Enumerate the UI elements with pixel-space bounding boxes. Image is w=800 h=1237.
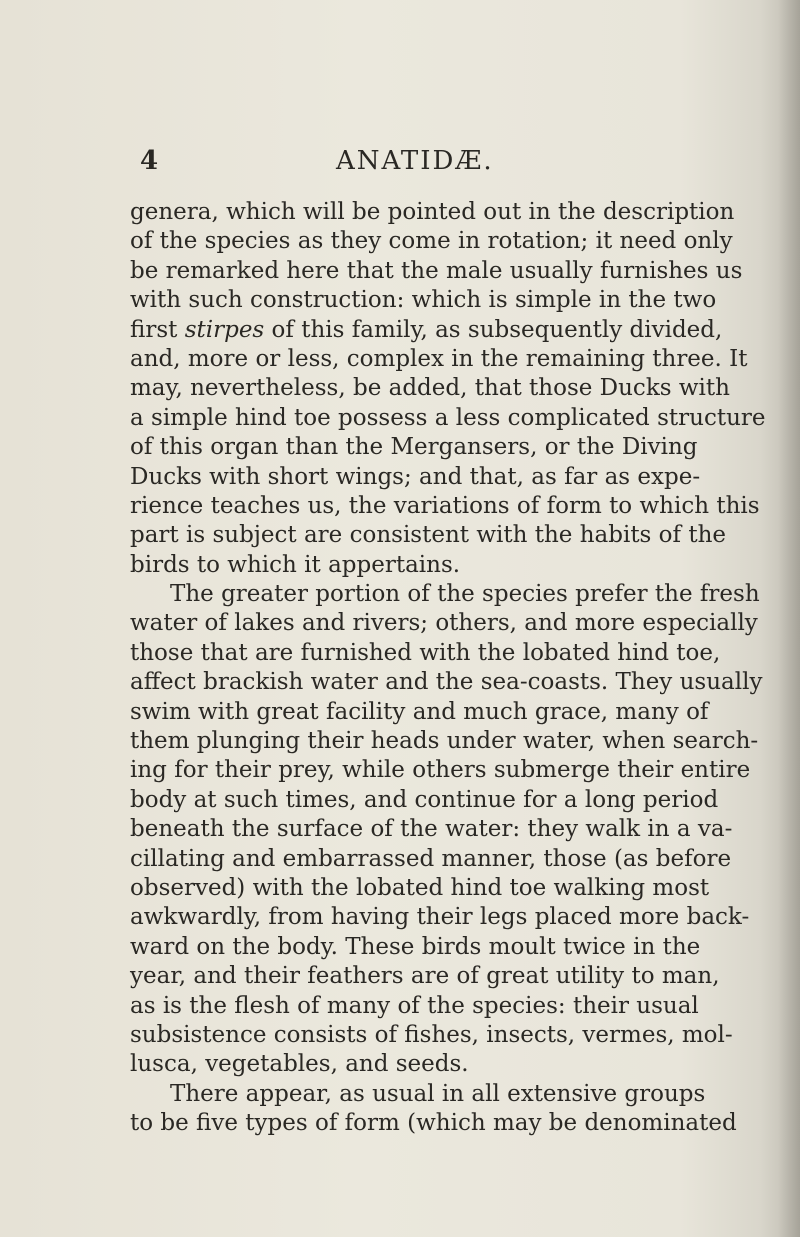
text-line: and, more or less, complex in the remaining three. It <box>130 345 748 372</box>
text-line: year, and their feathers are of great utility to man, <box>130 963 720 990</box>
text-line: lusca, vegetables, and seeds. <box>130 1051 469 1078</box>
text-line: water of lakes and rivers; others, and more especially <box>130 610 758 637</box>
text-line: may, nevertheless, be added, that those Ducks with <box>130 375 730 402</box>
text-line: Ducks with short wings; and that, as far as expe- <box>130 463 701 490</box>
text-line: those that are furnished with the lobated hind toe, <box>130 639 721 666</box>
page-edge-shadow <box>778 0 800 1237</box>
text-line: genera, which will be pointed out in the description <box>130 199 735 225</box>
text-line: part is subject are consistent with the habits of the <box>130 522 727 549</box>
page-header <box>140 146 660 186</box>
text-line: with such construction: which is simple in the two <box>130 287 717 314</box>
text-line: There appear, as usual in all extensive groups <box>170 1080 706 1107</box>
body-text <box>130 198 766 1139</box>
text-line: ward on the body. These birds moult twice in the <box>130 933 701 960</box>
text-line: of this organ than the Mergansers, or the Diving <box>130 434 698 461</box>
page-number: 4 <box>140 146 159 176</box>
text-line: them plunging their heads under water, when search- <box>130 728 759 755</box>
text-line: beneath the surface of the water: they walk in a va- <box>130 816 733 843</box>
text-line: subsistence consists of fishes, insects, vermes, mol- <box>130 1021 733 1048</box>
text-line: of the species as they come in rotation; it need only <box>130 228 733 255</box>
text-line: as is the flesh of many of the species: their usual <box>130 992 699 1019</box>
text-line: cillating and embarrassed manner, those (as before <box>130 845 732 872</box>
text-line: birds to which it appertains. <box>130 551 461 578</box>
text-line: first stirpes of this family, as subsequently divided, <box>130 316 723 343</box>
text-line: The greater portion of the species prefer the fresh <box>170 581 760 608</box>
text-line: swim with great facility and much grace, many of <box>130 698 709 725</box>
running-head: ANATIDÆ. <box>336 146 494 176</box>
text-line: be remarked here that the male usually furnishes us <box>130 257 743 284</box>
text-line: observed) with the lobated hind toe walking most <box>130 874 710 901</box>
text-line: awkwardly, from having their legs placed more back- <box>130 904 750 931</box>
text-line: a simple hind toe possess a less complicated structure <box>130 404 766 431</box>
text-line: body at such times, and continue for a long period <box>130 786 719 813</box>
text-line: rience teaches us, the variations of form to which this <box>130 492 760 519</box>
text-line: affect brackish water and the sea-coasts. They usually <box>130 669 763 696</box>
text-line: to be five types of form (which may be denominated <box>130 1110 737 1137</box>
text-line: ing for their prey, while others submerge their entire <box>130 757 751 784</box>
